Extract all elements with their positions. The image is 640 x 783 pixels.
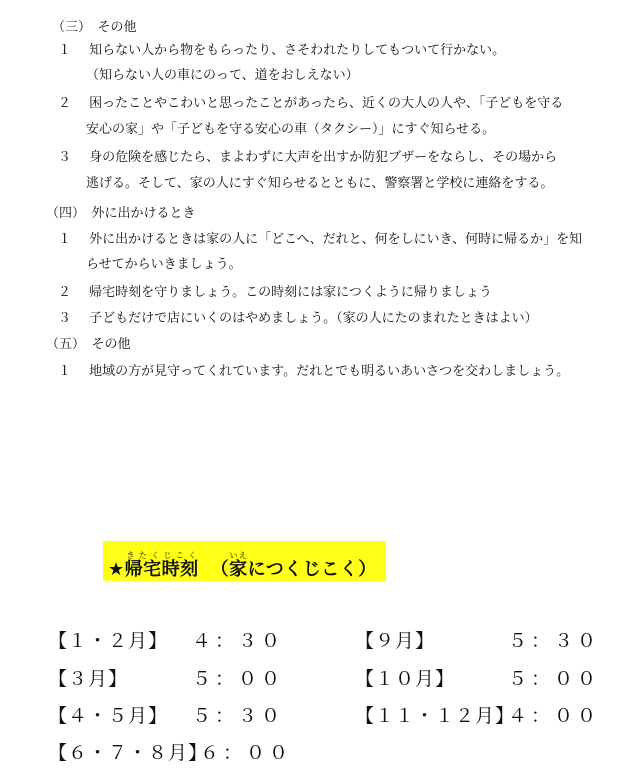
item-number: ３ xyxy=(58,311,72,326)
item-number: ３ xyxy=(58,150,72,165)
time-value: ５：３０ xyxy=(192,705,285,727)
star-icon: ★ xyxy=(108,559,125,580)
item-text: 知らない人から物をもらったり、さそわれたりしてもついて行かない。 xyxy=(89,43,506,58)
time-value: ４：３０ xyxy=(192,630,285,652)
time-label: 【１１・１２月】 xyxy=(355,705,516,727)
time-label: 【１・２月】 xyxy=(48,630,169,652)
banner-title-furigana: きたくじこく xyxy=(124,551,199,560)
banner-paren: （ xyxy=(210,559,230,580)
time-value: ４：００ xyxy=(508,705,601,727)
section-heading-text: （四） 外に出かけるとき xyxy=(46,206,196,221)
item-number: ２ xyxy=(58,96,72,111)
time-label: 【１０月】 xyxy=(355,668,456,690)
item-text: 身の危険を感じたら、まよわずに大声を出すか防犯ブザーをならし、その場から xyxy=(89,150,558,165)
item-text: （知らない人の車にのって、道をおしえない） xyxy=(86,68,359,83)
time-label: 【６・７・８月】 xyxy=(48,742,209,764)
time-label: 【９月】 xyxy=(355,630,436,652)
time-value: ５：３０ xyxy=(508,630,601,652)
item-text: らせてからいきましょう。 xyxy=(86,257,242,272)
time-label: 【４・５月】 xyxy=(48,705,169,727)
banner-subtitle-kanji: 家 xyxy=(229,559,248,580)
time-value: ５：００ xyxy=(192,668,285,690)
section-heading-text: （三） その他 xyxy=(52,20,137,35)
item-text: 外に出かけるときは家の人に「どこへ、だれと、何をしにいき、何時に帰るか」を知 xyxy=(89,232,583,247)
item-number: １ xyxy=(58,232,72,247)
time-label: 【３月】 xyxy=(48,668,129,690)
item-text: 困ったことやこわいと思ったことがあったら、近くの大人の人や、「子どもを守る xyxy=(89,96,564,111)
banner-subtitle-text: につくじこく） xyxy=(247,559,377,580)
item-text: 子どもだけで店にいくのはやめましょう。（家の人にたのまれたときはよい） xyxy=(89,311,538,326)
banner-title-text: 帰宅時刻 xyxy=(124,559,199,580)
item-text: 安心の家」や「子どもを守る安心の車（タクシー）」にすぐ知らせる。 xyxy=(86,122,496,137)
item-number: １ xyxy=(58,364,72,379)
banner-subtitle-furigana: いえ xyxy=(229,551,248,560)
item-number: １ xyxy=(58,43,72,58)
item-text: 帰宅時刻を守りましょう。この時刻には家につくように帰りましょう xyxy=(89,285,492,300)
item-text: 逃げる。そして、家の人にすぐ知らせるとともに、警察署と学校に連絡をする。 xyxy=(86,176,554,191)
item-text: 地域の方が見守ってくれています。だれとでも明るいあいさつを交わしましょう。 xyxy=(89,364,570,379)
time-value: ６：００ xyxy=(200,742,293,764)
time-value: ５：００ xyxy=(508,668,601,690)
section-heading-text: （五） その他 xyxy=(46,337,131,352)
item-number: ２ xyxy=(58,285,72,300)
